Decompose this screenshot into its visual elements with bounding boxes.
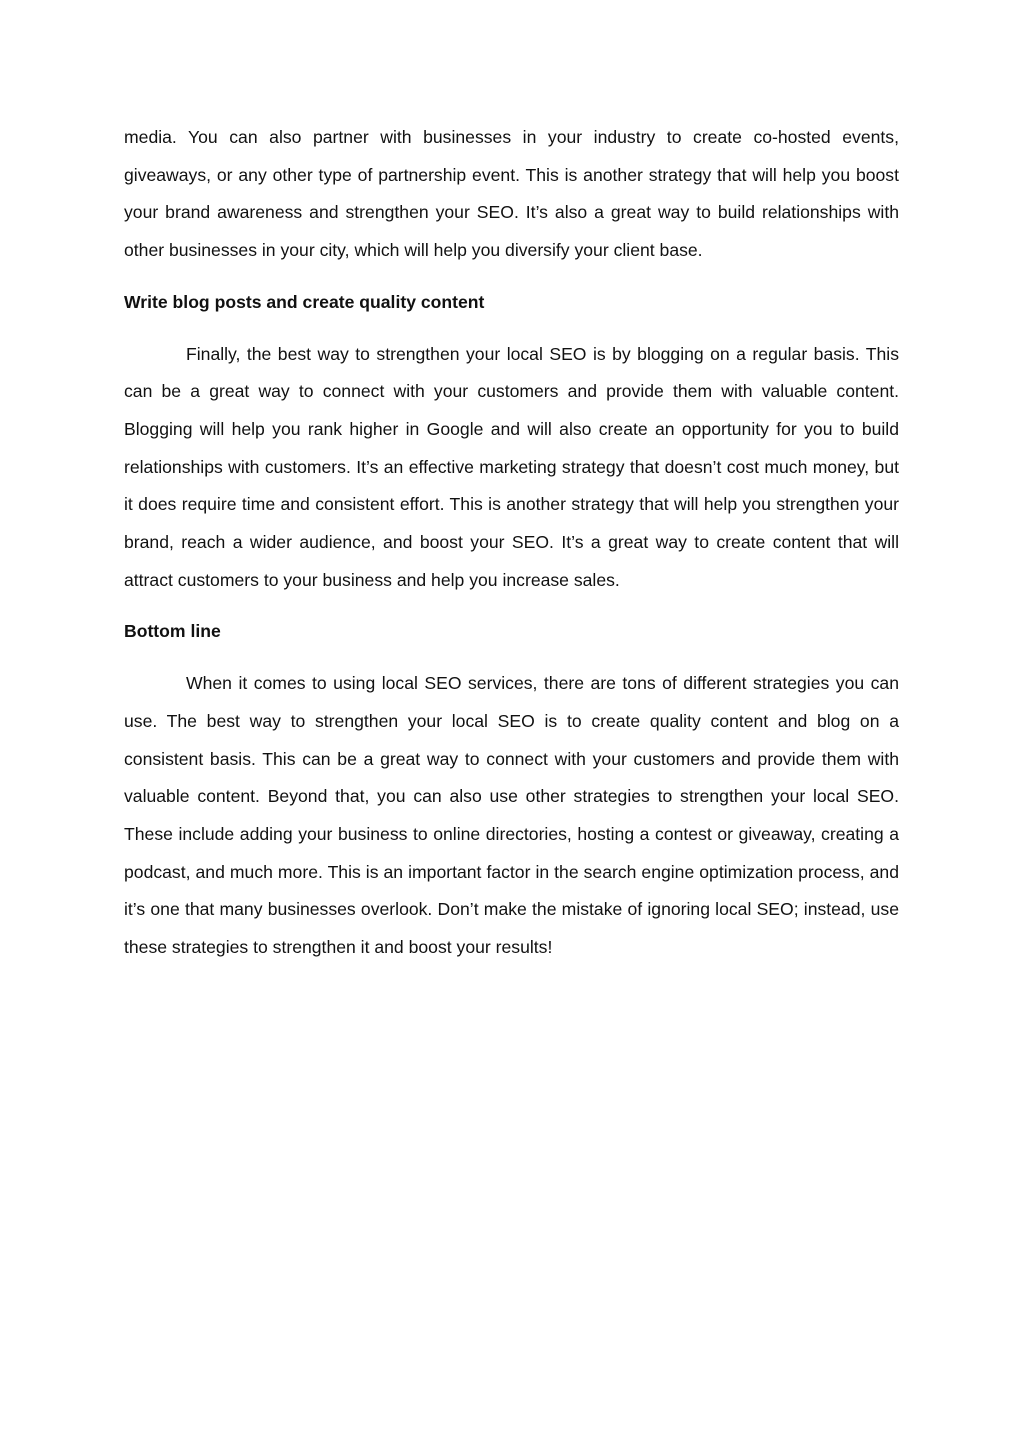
section-paragraph-bottom-line: When it comes to using local SEO services, there are tons of different strategies you can use. The best way to strengthen your local SEO is to create quality content and blog on a consistent basis. This can be a great way to connect with your customers and provide them with valuable content. Beyond that, you can also use other strategies to strengthen your local SEO. These include adding your business to online directories, hosting a contest or giveaway, creating a podcast, and much more. This is an important factor in the search engine optimization process, and it’s one that many businesses overlook. Don’t make the mistake of ignoring local SEO; instead, use these strategies to strengthen it and boost your results! xyxy=(124,673,899,958)
document-page xyxy=(124,119,899,967)
section-heading-blog-posts: Write blog posts and create quality content xyxy=(124,291,485,312)
section-heading-bottom-line: Bottom line xyxy=(124,621,221,642)
section-paragraph-blog-posts: Finally, the best way to strengthen your local SEO is by blogging on a regular basis. This can be a great way to connect with your customers and provide them with valuable content. Blogging will help you rank higher in Google and will also create an opportunity for you to build relationships with customers. It’s an effective marketing strategy that doesn’t cost much money, but it does require time and consistent effort. This is another strategy that will help you strengthen your brand, reach a wider audience, and boost your SEO. It’s a great way to create content that will attract customers to your business and help you increase sales. xyxy=(124,343,899,590)
intro-paragraph: media. You can also partner with businesses in your industry to create co-hosted events, giveaways, or any other type of partnership event. This is another strategy that will help you boost your brand awareness and strengthen your SEO. It’s also a great way to build relationships with other businesses in your city, which will help you diversify your client base. xyxy=(124,127,899,261)
